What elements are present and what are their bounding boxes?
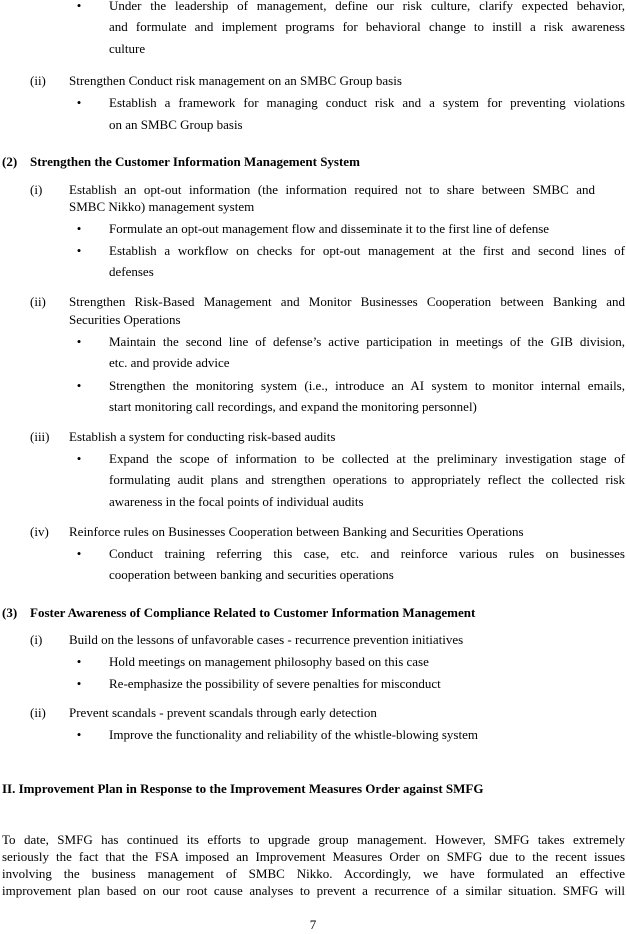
body-text-line: cooperation between banking and securities operations	[109, 567, 394, 582]
body-text-line: Maintain the second line of defense’s active participation in meetings of the GIB division,	[109, 334, 625, 349]
item-title: Strengthen Conduct risk management on an SMBC Group basis	[69, 73, 402, 88]
paragraph-line: improvement plan based on our root cause analyses to prevent a recurrence of a similar situation. SMFG will	[2, 883, 625, 898]
body-text-line: Re-emphasize the possibility of severe penalties for misconduct	[109, 676, 441, 691]
bullet-icon: •	[76, 378, 82, 393]
body-text-line: Establish a framework for managing conduct risk and a system for preventing violations	[109, 95, 625, 110]
item-title: Establish an opt-out information (the information required not to share between SMBC and	[69, 182, 595, 197]
item-title: Securities Operations	[69, 312, 181, 327]
body-text-line: defenses	[109, 264, 154, 279]
bullet-icon: •	[76, 0, 82, 13]
body-text-line: Establish a workflow on checks for opt-out management at the first and second lines of	[109, 243, 625, 258]
body-text-line: formulating audit plans and strengthen operations to appropriately reflect the collected risk	[109, 472, 625, 487]
page-number: 7	[309, 917, 317, 932]
body-text-line: Strengthen the monitoring system (i.e., introduce an AI system to monitor internal emails,	[109, 378, 625, 393]
body-text-line: etc. and provide advice	[109, 355, 230, 370]
item-number: (iii)	[30, 429, 50, 444]
body-text-line: Expand the scope of information to be collected at the preliminary investigation stage of	[109, 451, 625, 466]
item-title: Build on the lessons of unfavorable cases - recurrence prevention initiatives	[69, 632, 464, 647]
bullet-icon: •	[76, 221, 82, 236]
bullet-icon: •	[76, 546, 82, 561]
item-number: (ii)	[30, 73, 46, 88]
body-text-line: Hold meetings on management philosophy based on this case	[109, 654, 429, 669]
item-number: (i)	[30, 632, 43, 647]
body-text-line: and formulate and implement programs for behavioral change to instill a risk awareness	[109, 19, 625, 34]
item-title: SMBC Nikko) management system	[69, 199, 255, 214]
bullet-icon: •	[76, 676, 82, 691]
body-text-line: Under the leadership of management, define our risk culture, clarify expected behavior,	[109, 0, 625, 13]
body-text-line: Formulate an opt-out management flow and disseminate it to the first line of defense	[109, 221, 550, 236]
bullet-icon: •	[76, 243, 82, 258]
item-title: Reinforce rules on Businesses Cooperation between Banking and Securities Operations	[69, 524, 524, 539]
bullet-icon: •	[76, 727, 82, 742]
body-text-line: awareness in the focal points of individual audits	[109, 494, 364, 509]
body-text-line: on an SMBC Group basis	[109, 117, 243, 132]
item-number: (ii)	[30, 294, 46, 309]
item-title: Prevent scandals - prevent scandals through early detection	[69, 705, 377, 720]
paragraph-line: involving the business management of SMBC Nikko. Accordingly, we have formulated an effective	[2, 866, 625, 881]
section-heading: Strengthen the Customer Information Management System	[30, 154, 360, 169]
bullet-icon: •	[76, 95, 82, 110]
item-title: Establish a system for conducting risk-based audits	[69, 429, 336, 444]
body-text-line: culture	[109, 41, 146, 56]
section-number: (2)	[2, 154, 18, 169]
body-text-line: start monitoring call recordings, and expand the monitoring personnel)	[109, 399, 477, 414]
item-title: Strengthen Risk-Based Management and Monitor Businesses Cooperation between Banking and	[69, 294, 625, 309]
part-heading: II. Improvement Plan in Response to the Improvement Measures Order against SMFG	[2, 781, 484, 796]
body-text-line: Conduct training referring this case, etc. and reinforce various rules on businesses	[109, 546, 625, 561]
bullet-icon: •	[76, 654, 82, 669]
section-heading: Foster Awareness of Compliance Related to Customer Information Management	[30, 605, 476, 620]
item-number: (ii)	[30, 705, 46, 720]
body-text-line: Improve the functionality and reliability of the whistle-blowing system	[109, 727, 478, 742]
paragraph-line: To date, SMFG has continued its efforts to upgrade group management. However, SMFG takes extremely	[2, 832, 625, 847]
item-number: (i)	[30, 182, 43, 197]
bullet-icon: •	[76, 334, 82, 349]
section-number: (3)	[2, 605, 18, 620]
item-number: (iv)	[30, 524, 49, 539]
bullet-icon: •	[76, 451, 82, 466]
paragraph-line: seriously the fact that the FSA imposed an Improvement Measures Order on SMFG due to the recent issues	[2, 849, 625, 864]
